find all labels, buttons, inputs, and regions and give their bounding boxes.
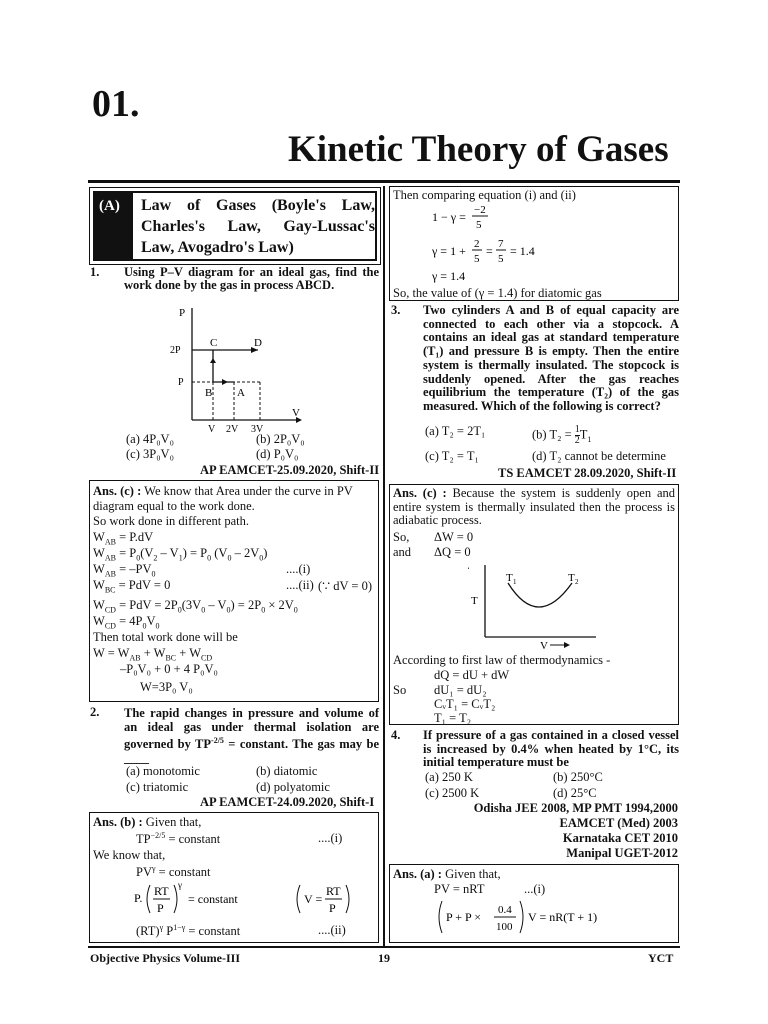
q3-option-c: (c) T₂ = T₁ [425,449,479,463]
a4-eq-rhs: V = nR(T + 1) [528,910,598,924]
tick-3v0: 3V [251,424,264,435]
tick-2v0: 2V [226,424,239,435]
q1-answer-box [89,480,379,702]
q2-text: The rapid changes in pressure and volume of an ideal gas under thermal isolation are governed by $TP^{-2/5}$ = constant. The gas may be ____ [124,706,380,766]
a4-eq-ref-i: ...(i) [524,882,546,896]
svg-text:5: 5 [476,219,482,231]
svg-text:RT: RT [326,884,341,898]
q2-number: 2. [90,705,100,719]
axis-p-label: P [179,307,186,319]
svg-text:T: T [506,572,513,584]
q2-option-d: (d) polyatomic [256,780,330,794]
point-b: B [205,387,213,399]
a3-and: and [393,545,412,559]
chapter-number: 01. [92,83,140,125]
a3-para: Ans. (c) : Because the system is suddenly open and entire system is thermally insulated then the process is adiabatic process. [393,486,675,527]
a2-eq-ref-ii: ....(ii) [318,923,346,937]
svg-text:V =: V = [304,892,323,906]
title-rule [88,180,680,183]
a2-eq-rt: (RT)$^\gamma$ $P^{1-\gamma}$ = constant [136,923,241,939]
q1-pv-diagram [150,302,310,437]
q4-option-a: (a) 250 K [425,770,473,784]
footer-page-number: 19 [378,951,390,965]
svg-text:V: V [540,640,548,651]
a1-eq-sum: –P₀V₀ + 0 + 4 P₀V₀ [120,662,218,676]
section-title: Law of Gases (Boyle's Law, Charles's Law, Gay-Lussac's Law, Avogadro's Law) [141,197,375,256]
q4-option-b: (b) 250°C [553,770,603,784]
a4-line1: Given that, [441,867,501,881]
q1-number: 1. [90,265,100,279]
q3-option-a: (a) T₂ = 2T₁ [425,424,486,438]
q3-source: TS EAMCET 28.09.2020, Shift-II [498,466,677,480]
a1-line2: diagram equal to the work done. [93,499,255,513]
svg-text:P: P [329,901,336,915]
a1-eq-wab2: $W_{AB} = P_0(V_2 - V_1) = P_0$ $(V_0 - 2V_0)$ [93,546,268,563]
a1-eq-wab3: $W_{AB} = -PV_0$ [93,562,156,579]
svg-text:5: 5 [498,253,504,265]
a1-eq-ref-i: ....(i) [286,562,311,576]
svg-text:−2: −2 [474,204,486,216]
a1-eq-result: W=3P₀ V₀ [140,680,193,694]
footer-brand: YCT [648,951,674,965]
label-p0: P [178,377,184,388]
svg-text:0.4: 0.4 [498,904,512,916]
a1-line1: We know that Area under the curve in PV [141,484,353,498]
a1-line-total: Then total work done will be [93,630,238,644]
q3-option-b: (b) T₂ = $\frac{1}{2}$ $T_1$ [532,424,592,446]
a2-eq-constant: = constant [188,892,238,906]
svg-text:P: P [157,901,164,915]
q1-option-c: (c) 3P₀V₀ [126,447,174,461]
a3-so2: So [393,683,407,697]
q2-source: AP EAMCET-24.09.2020, Shift-I [200,795,375,809]
svg-text:RT: RT [154,884,169,898]
svg-text:P + P ×: P + P × [446,910,481,924]
section-letter: (A) [99,198,120,214]
q4-option-c: (c) 2500 K [425,786,480,800]
cont-gamma-eqs [430,201,570,283]
a3-dw: ΔW = 0 [434,530,474,544]
a1-since-note: (∵ dV = 0) [318,579,373,593]
a1-eq-wcd2: $W_{CD} = 4P_0V_0$ [93,614,160,631]
a1-eq-wab: $W_{AB} = P.dV$ [93,530,154,547]
q2-option-b: (b) diatomic [256,764,318,778]
svg-text:1 − γ =: 1 − γ = [432,210,466,224]
q4-source-3: Karnataka CET 2010 [562,831,678,845]
column-divider [383,186,385,946]
q2-option-c: (c) triatomic [126,780,189,794]
q4-source-1: Odisha JEE 2008, MP PMT 1994,2000 [473,801,678,815]
a2-eq-ref-i: ....(i) [318,831,343,845]
svg-text:γ: γ [178,880,182,890]
axis-v-label: V [292,407,300,419]
q4-source-4: Manipal UGET-2012 [566,846,678,860]
q3-number: 3. [391,303,401,317]
tick-v0: V [208,424,216,435]
svg-text:T: T [568,572,575,584]
chapter-title: Kinetic Theory of Gases [288,129,669,170]
cont-answer-box [389,186,679,301]
q4-text: If pressure of a gas contained in a closed vessel is increased by 0.4% when heated by 1°C, its initial temperature must be [423,728,679,770]
a3-tv-graph [468,559,608,651]
a2-line3: We know that, [93,848,166,862]
q4-source-2: EAMCET (Med) 2003 [559,816,678,830]
q4-answer-box [389,864,679,943]
svg-text:2: 2 [474,238,480,250]
a4-eq-pv: PV = nRT [434,882,485,896]
a2-eq-pv: $PV^\gamma$ = constant [136,864,211,880]
label-2p0: 2P [170,345,181,356]
svg-text:P.: P. [134,891,143,905]
a1-head: Ans. (c) : [93,484,142,498]
a3-eq-cv: CᵥT₁ = CᵥT₂ [434,697,496,711]
svg-text:γ = 1.4: γ = 1.4 [432,269,466,283]
point-a: A [237,387,245,399]
a4-head: Ans. (a) : [393,867,442,881]
svg-text:1: 1 [513,578,517,586]
svg-text:γ = 1 +: γ = 1 + [432,244,466,258]
q1-option-a: (a) 4P₀V₀ [126,432,174,446]
section-letter-block [95,193,133,259]
a1-line3: So work done in different path. [93,514,249,528]
point-c: C [210,337,218,349]
svg-text:7: 7 [498,238,504,250]
q1-option-b: (b) 2P₀V₀ [256,432,305,446]
q1-option-d: (d) P₀V₀ [256,447,299,461]
footer-book-title: Objective Physics Volume-III [90,951,240,965]
svg-text:2: 2 [575,578,579,586]
section-heading-box [89,187,381,265]
a1-eq-wbc: $W_{BC}$ = PdV = 0 [93,578,171,595]
svg-text:= 1.4: = 1.4 [510,244,535,258]
a1-eq-wcd: $W_{CD}$ = PdV = $2P_0(3V_0 - V_0) = 2P_0 \times 2V_0$ [93,598,298,615]
a2-line1: Given that, [142,815,202,829]
svg-text:100: 100 [496,921,513,933]
svg-text:=: = [486,244,493,258]
svg-text:5: 5 [474,253,480,265]
a2-eq-tp: $TP^{-2/5}$ = constant [136,831,221,847]
q2-answer-box [89,812,379,943]
q4-number: 4. [391,728,401,742]
q3-text: Two cylinders A and B of equal capacity are connected to each other via a stopcock. A contains an ideal gas at standard temperature (T₁) and pressure B is empty. Then the entire system is thermally insulated. The stopcock is suddenly opened. After the gas reaches equilibrium the temperature (T₂) of the gas measured. Which of the following is correct? [423,303,679,413]
a3-first-law: According to first law of thermodynamics - [393,653,611,667]
footer-rule [88,946,680,948]
a3-eq-dq: dQ = dU + dW [434,668,510,682]
a3-dq: ΔQ = 0 [434,545,471,559]
svg-text:T: T [471,595,478,607]
a2-fraction-eq [130,879,380,919]
cont-line1: Then comparing equation (i) and (ii) [393,188,576,202]
cont-line5: So, the value of (γ = 1.4) for diatomic gas [393,286,602,300]
q1-source: AP EAMCET-25.09.2020, Shift-II [200,463,380,477]
a2-head: Ans. (b) : [93,815,143,829]
point-d: D [254,337,262,349]
a3-so: So, [393,530,410,544]
q1-text: Using P–V diagram for an ideal gas, find the work done by the gas in process ABCD. [124,265,379,292]
a3-eq-t: T₁ = T₂ [434,711,472,725]
q2-option-a: (a) monotomic [126,764,200,778]
q3-option-d: (d) T₂ cannot be determine [532,449,666,463]
a3-eq-du: dU₁ = dU₂ [434,683,487,697]
q4-option-d: (d) 25°C [553,786,597,800]
a1-eq-total: $W = W_{AB} + W_{BC} + W_{CD}$ [93,646,213,663]
a1-eq-ref-ii: ....(ii) [286,578,314,592]
q3-answer-box [389,484,679,725]
a4-heated-eq [434,897,634,937]
